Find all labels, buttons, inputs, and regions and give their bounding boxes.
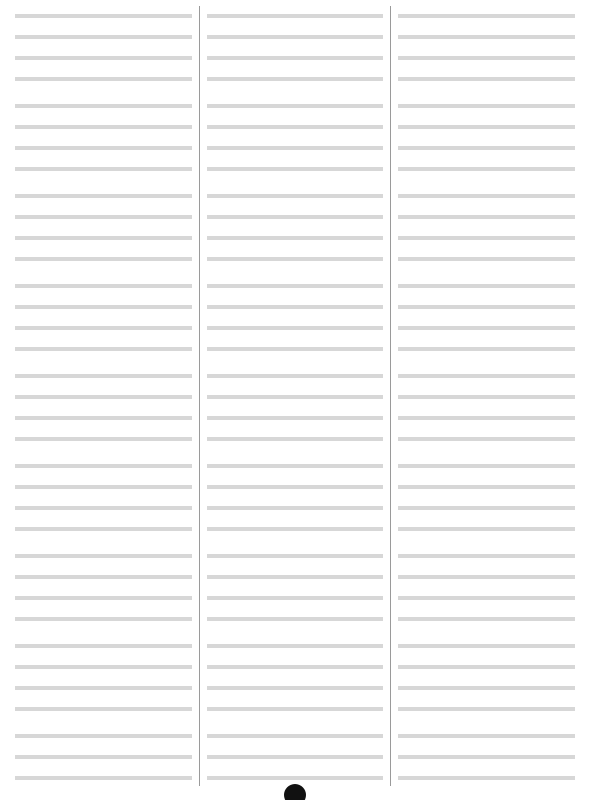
paragraph [207,546,384,630]
paragraph [207,276,384,360]
paragraph [398,276,575,360]
paragraph [15,186,192,270]
column-left [8,6,200,786]
paragraph [15,726,192,786]
paragraph [398,726,575,786]
paragraph [398,186,575,270]
paragraph [207,186,384,270]
paragraph [207,96,384,180]
paragraph [15,546,192,630]
paragraph [15,96,192,180]
column-middle [200,6,392,786]
page-number-marker [284,784,306,800]
paragraph [207,726,384,786]
paragraph [398,636,575,720]
paragraph [15,456,192,540]
paragraph [398,6,575,90]
paragraph [15,6,192,90]
paragraph [207,366,384,450]
paragraph [398,546,575,630]
paragraph [398,96,575,180]
paragraph [15,366,192,450]
paragraph [207,456,384,540]
column-right [391,6,582,786]
paragraph [15,276,192,360]
paragraph [15,636,192,720]
paragraph [207,6,384,90]
paragraph [398,366,575,450]
paragraph [207,636,384,720]
paragraph [398,456,575,540]
